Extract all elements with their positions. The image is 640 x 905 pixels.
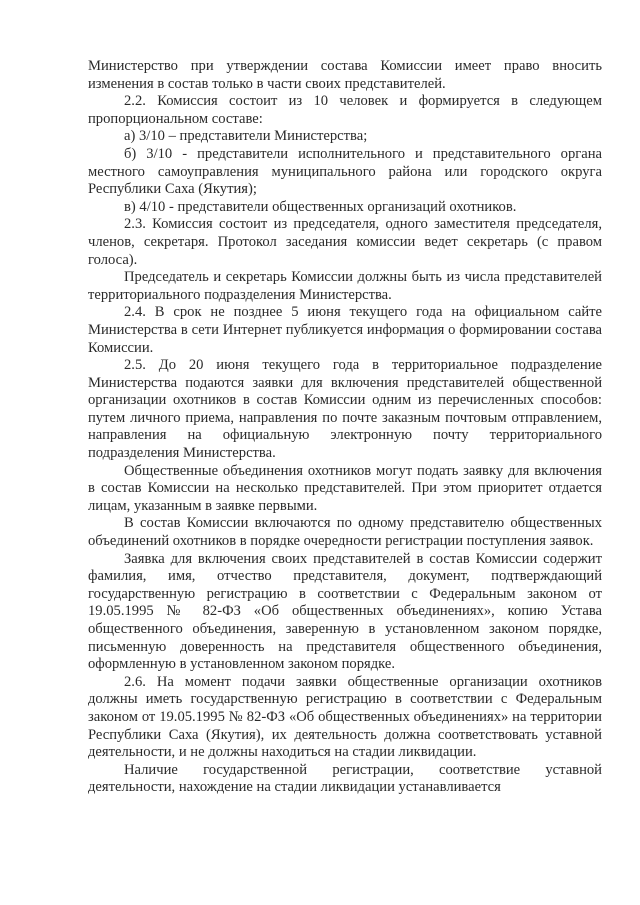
paragraph-intro: Министерство при утверждении состава Комиссии имеет право вносить изменения в состав только в части своих представителей. — [88, 58, 602, 92]
paragraph-associations: Общественные объединения охотников могут подать заявку для включения в состав Комиссии на несколько представителей. При этом приоритет отдается лицам, указанным в заявке первыми. — [88, 462, 602, 514]
paragraph-2-5: 2.5. До 20 июня текущего года в территориальное подразделение Министерства подаются заявки для включения представителей общественной организации охотников в состав Комиссии одним из перечисленных способов: путем личного приема, направления по почте заказным почтовым отправлением, направления на официальную электронную почту территориального подразделения Министерства. — [88, 357, 602, 462]
paragraph-chairman: Председатель и секретарь Комиссии должны быть из числа представителей территориального подразделения Министерства. — [88, 269, 602, 303]
paragraph-2-6: 2.6. На момент подачи заявки общественные организации охотников должны иметь государственную регистрацию в соответствии с Федеральным законом от 19.05.1995 № 82-ФЗ «Об общественных объединениях» на территории Республики Саха (Якутия), их деятельность должна соответствовать уставной деятельности, и не должны находиться на стадии ликвидации. — [88, 673, 602, 761]
paragraph-registration: Наличие государственной регистрации, соответствие уставной деятельности, нахождение на стадии ликвидации устанавливается — [88, 761, 602, 796]
paragraph-2-4: 2.4. В срок не позднее 5 июня текущего года на официальном сайте Министерства в сети Интернет публикуется информация о формировании состава Комиссии. — [88, 304, 602, 356]
list-item-c: в) 4/10 - представители общественных организаций охотников. — [124, 198, 517, 215]
list-item-b: б) 3/10 - представители исполнительного и представительного органа местного самоуправления муниципального района или городского округа Республики Саха (Якутия); — [88, 145, 602, 198]
paragraph-application: Заявка для включения своих представителей в состав Комиссии содержит фамилия, имя, отчество представителя, документ, подтверждающий государственную регистрацию в соответствии с Федеральным законом от 19.05.1995 № 82-ФЗ «Об общественных объединениях», копию Устава общественного объединения, заверенную в установленном законом порядке, письменную доверенность на представителя общественного объединения, оформленную в установленном законом порядке. — [88, 550, 602, 673]
paragraph-inclusion: В состав Комиссии включаются по одному представителю общественных объединений охотников в порядке очередности регистрации поступления заявок. — [88, 515, 602, 550]
paragraph-2-3: 2.3. Комиссия состоит из председателя, одного заместителя председателя, членов, секретаря. Протокол заседания комиссии ведет секретарь (с правом голоса). — [88, 216, 602, 268]
paragraph-2-2: 2.2. Комиссия состоит из 10 человек и формируется в следующем пропорциональном составе: — [88, 93, 602, 127]
list-item-a: а) 3/10 – представители Министерства; — [124, 128, 368, 145]
document-page — [88, 58, 602, 797]
